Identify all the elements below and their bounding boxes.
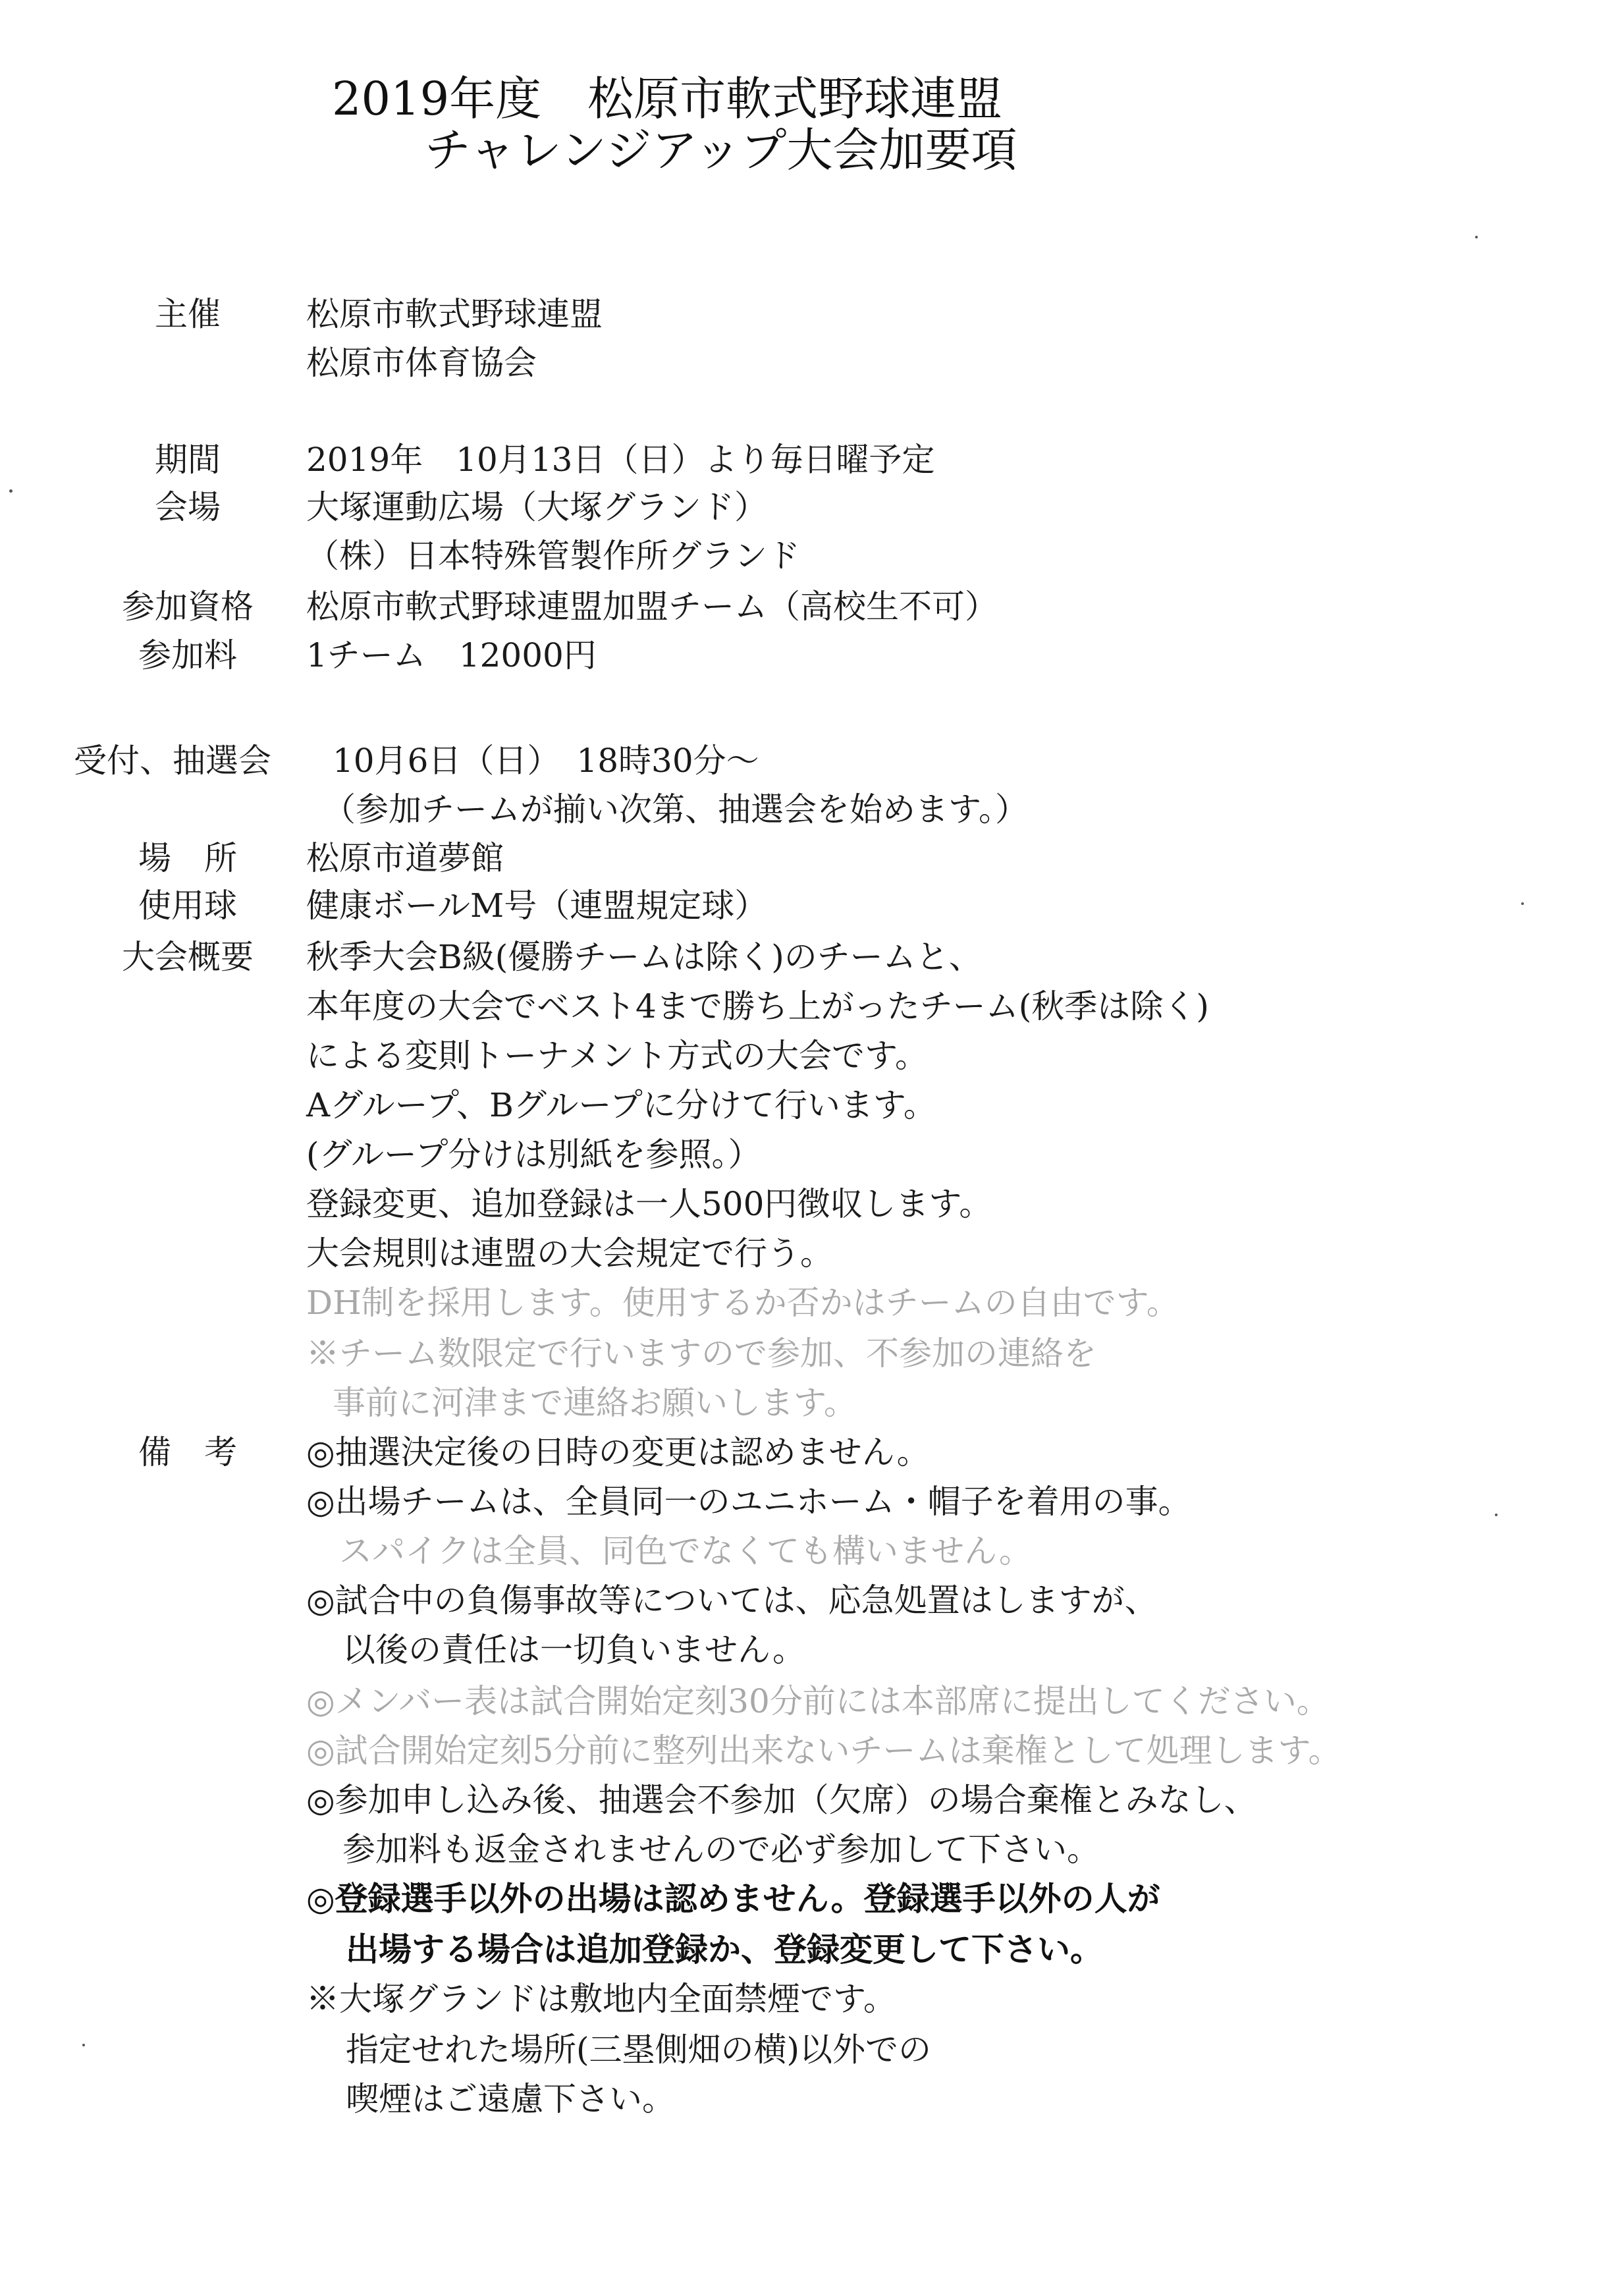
- venue-line-2: （株）日本特殊管製作所グランド: [306, 537, 800, 575]
- overview-line-faint: ※チーム数限定で行いますので参加、不参加の連絡を: [306, 1334, 1096, 1373]
- remarks-line-bold: ◎登録選手以外の出場は認めません。登録選手以外の人が: [306, 1879, 1160, 1918]
- scan-speck: [82, 2044, 85, 2046]
- scan-speck: [1495, 1514, 1498, 1516]
- fee-value: 1チーム 12000円: [306, 636, 597, 674]
- title-line-1: 2019年度 松原市軟式野球連盟: [332, 72, 1003, 126]
- place-value: 松原市道夢館: [306, 839, 504, 877]
- venue-line-1: 大塚運動広場（大塚グランド）: [306, 488, 767, 526]
- lottery-label: 受付、抽選会: [74, 742, 271, 780]
- remarks-line-faint: ◎試合開始定刻5分前に整列出来ないチームは棄権として処理します。: [306, 1732, 1341, 1770]
- overview-line: 秋季大会B級(優勝チームは除く)のチームと、: [306, 938, 982, 976]
- remarks-line: 喫煙はご遠慮下さい。: [346, 2080, 675, 2118]
- title-line-2: チャレンジアップ大会加要項: [425, 123, 1017, 177]
- eligibility-value: 松原市軟式野球連盟加盟チーム（高校生不可）: [306, 588, 998, 626]
- venue-label: 会場: [155, 488, 221, 526]
- remarks-line: ◎試合中の負傷事故等については、応急処置はしますが、: [306, 1581, 1158, 1620]
- overview-line-faint: 事前に河津まで連絡お願いします。: [333, 1384, 857, 1422]
- scan-speck: [1521, 902, 1524, 905]
- remarks-line: 参加料も返金されませんので必ず参加して下さい。: [342, 1830, 1100, 1869]
- period-label: 期間: [155, 441, 221, 479]
- scan-speck: [9, 489, 13, 493]
- remarks-line-faint: ◎メンバー表は試合開始定刻30分前には本部席に提出してください。: [306, 1682, 1330, 1720]
- overview-line: 大会規則は連盟の大会規定で行う。: [306, 1234, 833, 1272]
- lottery-note: （参加チームが揃い次第、抽選会を始めます。）: [323, 790, 1028, 829]
- remarks-line: ※大塚グランドは敷地内全面禁煙です。: [306, 1980, 896, 2018]
- scan-speck: [1475, 236, 1478, 238]
- fee-label: 参加料: [138, 636, 237, 674]
- organizer-line-2: 松原市体育協会: [306, 344, 537, 382]
- ball-label: 使用球: [138, 887, 237, 925]
- place-label: 場 所: [138, 839, 237, 877]
- overview-line: 登録変更、追加登録は一人500円徴収します。: [306, 1185, 992, 1223]
- remarks-line-bold: 出場する場合は追加登録か、登録変更して下さい。: [346, 1930, 1103, 1969]
- ball-value: 健康ボールM号（連盟規定球）: [306, 887, 768, 925]
- organizer-label: 主催: [155, 295, 221, 333]
- overview-line: Aグループ、Bグループに分けて行います。: [306, 1086, 936, 1124]
- organizer-line-1: 松原市軟式野球連盟: [306, 295, 603, 333]
- remarks-line: ◎参加申し込み後、抽選会不参加（欠席）の場合棄権とみなし、: [306, 1781, 1257, 1819]
- overview-line-faint: DH制を採用します。使用するか否かはチームの自由です。: [306, 1284, 1179, 1322]
- period-value: 2019年 10月13日（日）より毎日曜予定: [306, 441, 935, 479]
- overview-label: 大会概要: [122, 938, 254, 976]
- remarks-line-faint: スパイクは全員、同色でなくても構いません。: [339, 1532, 1032, 1570]
- remarks-line: ◎出場チームは、全員同一のユニホーム・帽子を着用の事。: [306, 1483, 1191, 1521]
- overview-line: (グループ分けは別紙を参照。）: [306, 1135, 761, 1174]
- lottery-value: 10月6日（日） 18時30分～: [333, 742, 759, 780]
- remarks-line: 指定せれた場所(三塁側畑の横)以外での: [346, 2031, 932, 2069]
- remarks-line: 以後の責任は一切負いません。: [342, 1631, 805, 1669]
- overview-line: による変則トーナメント方式の大会です。: [306, 1037, 928, 1075]
- overview-line: 本年度の大会でベスト4まで勝ち上がったチーム(秋季は除く): [306, 987, 1209, 1025]
- eligibility-label: 参加資格: [122, 588, 254, 626]
- remarks-line: ◎抽選決定後の日時の変更は認めません。: [306, 1433, 930, 1471]
- remarks-label: 備 考: [138, 1433, 237, 1471]
